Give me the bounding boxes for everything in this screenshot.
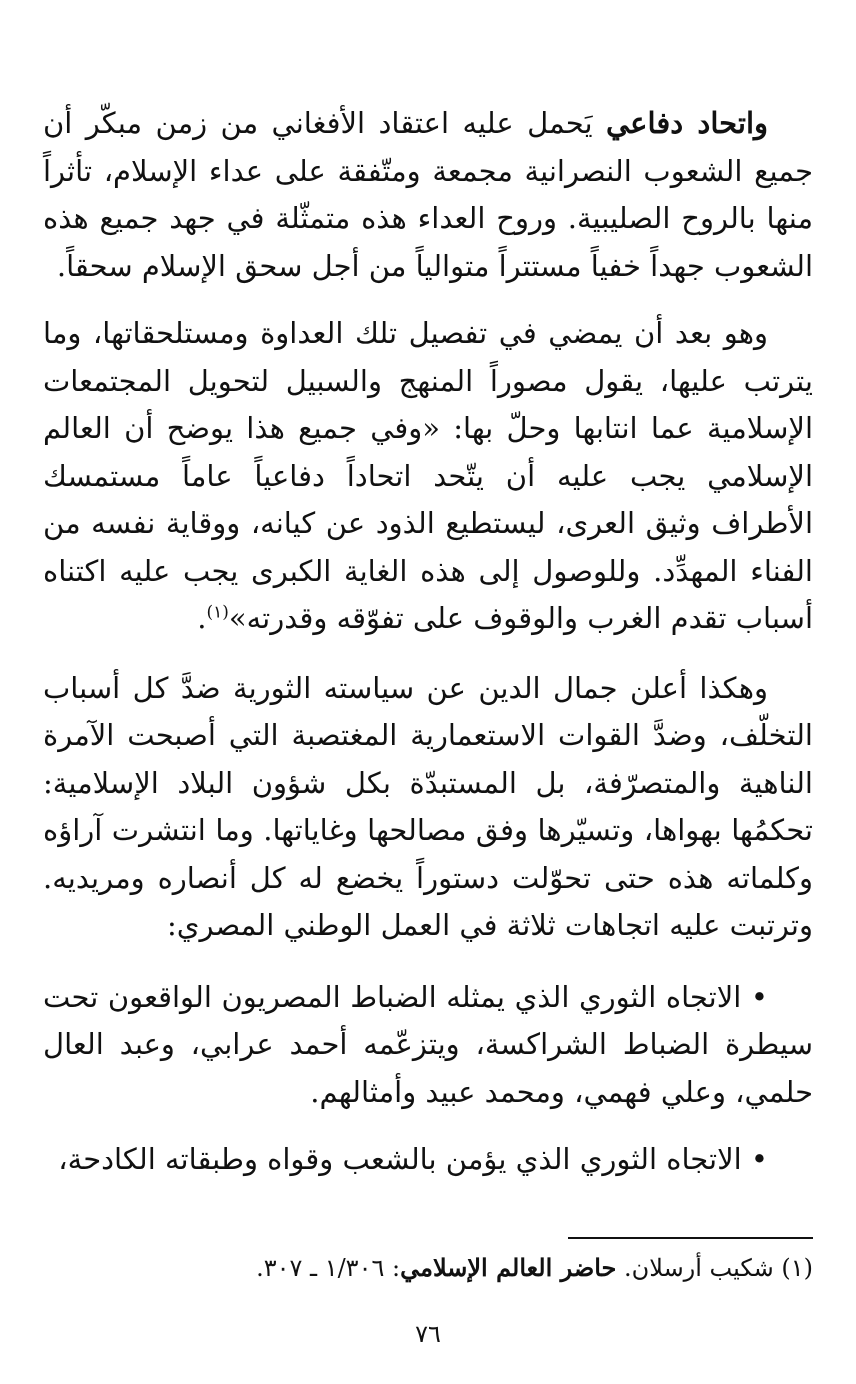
bullet-item-2	[43, 1136, 813, 1184]
footnote-author: شكيب أرسلان.	[616, 1254, 782, 1282]
bullet-item-1	[43, 974, 813, 1117]
paragraph-3	[43, 665, 813, 950]
paragraph-2-text: وهو بعد أن يمضي في تفصيل تلك العداوة ومستلحقاتها، وما يترتب عليها، يقول مصوراً المنهج والسبيل لتحويل المجتمعات الإسلامية عما انتابها وحلّ بها: «وفي جميع هذا يوضح أن العالم الإسلامي يجب عليه أن يتّحد اتحاداً دفاعياً عاماً مستمسك الأطراف وثيق العرى، ليستطيع الذود عن كيانه، ووقاية نفسه من الفناء المهدِّد. وللوصول إلى هذه الغاية الكبرى يجب عليه اكتناه أسباب تقدم الغرب والوقوف على تفوّقه وقدرته»	[43, 316, 813, 635]
paragraph-1	[43, 100, 813, 290]
bullet-item-1-text: الاتجاه الثوري الذي يمثله الضباط المصريون الواقعون تحت سيطرة الضباط الشراكسة، ويتزعّمه أحمد عرابي، وعبد العال حلمي، وعلي فهمي، ومحمد عبيد وأمثالهم.	[43, 979, 813, 1109]
page-number: ٧٦	[415, 1320, 441, 1348]
footnote-reference[interactable]: (١)	[206, 602, 229, 623]
paragraph-2	[43, 310, 813, 643]
paragraph-3-text: وهكذا أعلن جمال الدين عن سياسته الثورية ضدَّ كل أسباب التخلّف، وضدَّ القوات الاستعمارية المغتصبة التي أصبحت الآمرة الناهية والمتصرّفة، بل المستبدّة بكل شؤون البلاد الإسلامية: تحكمُها بهواها، وتسيّرها وفق مصالحها وغاياتها. وما انتشرت آراؤه وكلماته هذه حتى تحوّلت دستوراً يخضع له كل أنصاره ومريديه. وترتبت عليه اتجاهات ثلاثة في العمل الوطني المصري:	[43, 670, 813, 942]
bullet-icon: •	[750, 979, 768, 1014]
footnote-divider	[568, 1237, 813, 1239]
bold-lead-phrase: واتحاد دفاعي	[606, 106, 769, 140]
bullet-icon: •	[750, 1142, 768, 1176]
footnote-book-title: حاضر العالم الإسلامي	[400, 1253, 617, 1282]
bullet-item-2-text: الاتجاه الثوري الذي يؤمن بالشعب وقواه وطبقاته الكادحة،	[58, 1142, 751, 1176]
paragraph-2-end: .	[197, 601, 207, 635]
footnote-marker: (١)	[781, 1254, 813, 1282]
footnote-pages: : ١/٣٠٦ ـ ٣٠٧.	[256, 1254, 401, 1282]
paragraph-1-text: يَحمل عليه اعتقاد الأفغاني من زمن مبكّر أن جميع الشعوب النصرانية مجمعة ومتّفقة على عداء الإسلام، تأثراً منها بالروح الصليبية. وروح العداء هذه متمثّلة في جهد جميع هذه الشعوب جهداً خفياً مستتراً متوالياً من أجل سحق الإسلام سحقاً.	[43, 106, 813, 283]
footnote	[43, 1248, 813, 1288]
page-body	[43, 100, 813, 1184]
